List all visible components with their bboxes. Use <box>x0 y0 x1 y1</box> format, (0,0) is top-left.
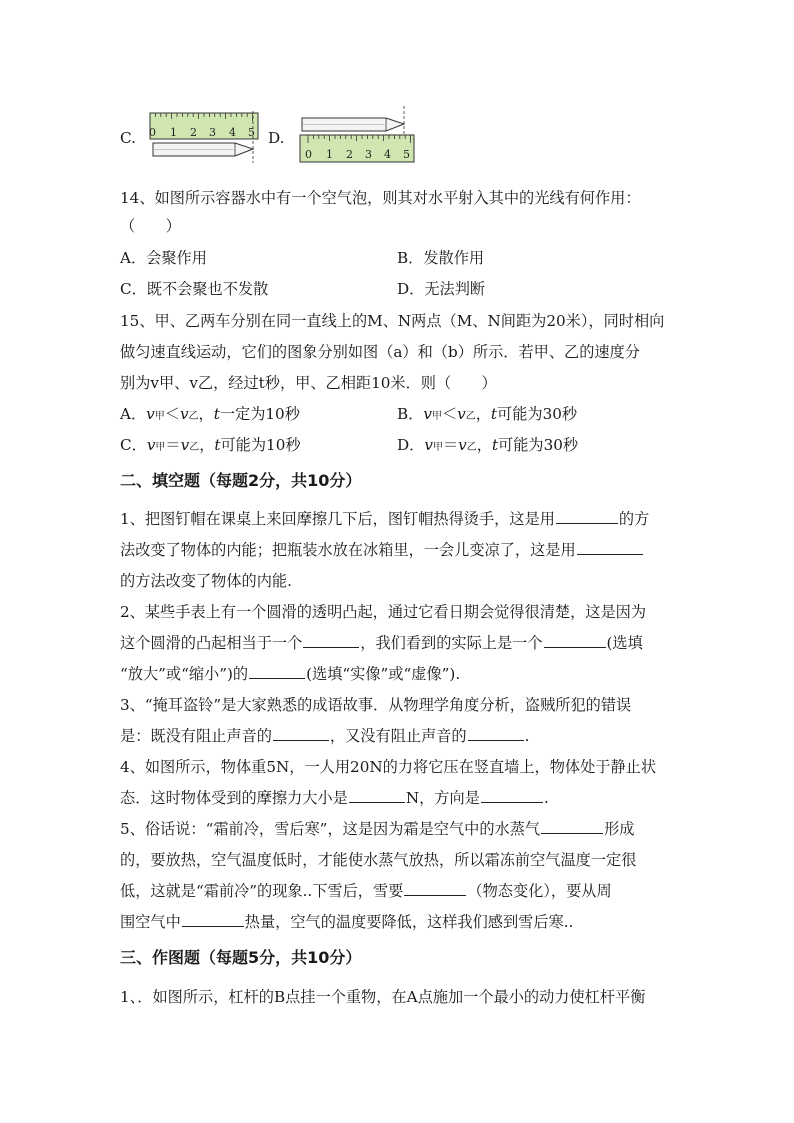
fill-q5-line-3: 低，这就是“霜前冷”的现象..下雪后，雪要 （物态变化），要从周 <box>120 882 612 900</box>
answer-blank <box>481 788 543 803</box>
q15-line-1: 15、甲、乙两车分别在同一直线上的M、N两点（M、N间距为20米），同时相向 <box>120 312 665 330</box>
q15-line-2: 做匀速直线运动，它们的图象分别如图（a）和（b）所示．若甲、乙的速度分 <box>120 343 640 361</box>
answer-blank <box>404 881 466 896</box>
tick-label: 2 <box>190 126 197 139</box>
fill-q5-line-4: 围空气中 热量，空气的温度要降低，这样我们感到雪后寒.. <box>120 913 574 931</box>
tick-label: 2 <box>346 148 353 161</box>
draw-q1-text: 1、．如图所示，杠杆的B点挂一个重物，在A点施加一个最小的动力使杠杆平衡 <box>120 988 646 1006</box>
tick-label: 5 <box>403 148 410 161</box>
fill-q1-line-3: 的方法改变了物体的内能. <box>120 572 292 590</box>
tick-label: 4 <box>384 148 391 161</box>
answer-blank <box>556 509 618 524</box>
ruler-body <box>300 135 414 162</box>
answer-blank <box>273 726 329 741</box>
fill-q1-line-2: 法改变了物体的内能；把瓶装水放在冰箱里，一会儿变凉了，这是用 <box>120 540 644 560</box>
ruler-figure-d <box>296 106 418 164</box>
q14-option-c: C．既不会聚也不发散 <box>120 280 269 298</box>
answer-blank <box>249 664 305 679</box>
q15-option-d: D．v甲＝v乙，t可能为30秒 <box>397 436 579 454</box>
fill-q2-line-1: 2、某些手表上有一个圆滑的透明凸起，通过它看日期会觉得很清楚，这是因为 <box>120 603 647 621</box>
option-d-label: D. <box>268 129 285 147</box>
q14-option-a: A．会聚作用 <box>120 249 207 267</box>
tick-label: 4 <box>229 126 236 139</box>
answer-blank <box>544 633 606 648</box>
answer-blank <box>349 788 405 803</box>
fill-q4-line-2: 态．这时物体受到的摩擦力大小是 N，方向是 . <box>120 789 549 807</box>
answer-blank <box>541 819 603 834</box>
answer-blank <box>468 726 524 741</box>
fill-q2-line-2: 这个圆滑的凸起相当于一个 ，我们看到的实际上是一个 (选填 <box>120 634 643 652</box>
tick-label: 1 <box>326 148 333 161</box>
answer-blank <box>303 633 359 648</box>
q14-option-d: D．无法判断 <box>397 280 486 298</box>
ruler-figure-c <box>145 111 265 163</box>
tick-label: 3 <box>209 126 216 139</box>
q15-option-c: C．v甲＝v乙，t可能为10秒 <box>120 436 301 454</box>
section-3-title: 三、作图题（每题5分，共10分） <box>120 948 362 967</box>
tick-label: 3 <box>365 148 372 161</box>
tick-label: 5 <box>248 126 255 139</box>
q15-option-a: A．v甲＜v乙，t一定为10秒 <box>120 405 300 423</box>
tick-label: 1 <box>170 126 177 139</box>
fill-q3-line-2: 是：既没有阻止声音的 ，又没有阻止声音的 . <box>120 727 530 745</box>
q14-paren: （ ） <box>120 217 181 235</box>
tick-label: 0 <box>149 126 156 139</box>
q14-option-b: B．发散作用 <box>397 249 485 267</box>
fill-q3-line-1: 3、“掩耳盗铃”是大家熟悉的成语故事．从物理学角度分析，盗贼所犯的错误 <box>120 696 632 714</box>
answer-blank <box>182 912 244 927</box>
q15-option-b: B．v甲＜v乙，t可能为30秒 <box>397 405 578 423</box>
fill-q4-line-1: 4、如图所示，物体重5N，一人用20N的力将它压在竖直墙上，物体处于静止状 <box>120 758 657 776</box>
answer-blank <box>577 540 643 555</box>
q15-line-3: 别为v甲、v乙，经过t秒，甲、乙相距10米．则（ ） <box>120 374 497 392</box>
q14-stem: 14、如图所示容器水中有一个空气泡，则其对水平射入其中的光线有何作用： <box>120 189 641 207</box>
fill-q5-line-1: 5、俗话说：“霜前冷，雪后寒”，这是因为霜是空气中的水蒸气 形成 <box>120 820 635 838</box>
fill-q1-line-1: 1、把图钉帽在课桌上来回摩擦几下后，图钉帽热得烫手，这是用 的方 <box>120 510 650 528</box>
option-c-label: C. <box>120 129 136 147</box>
tick-label: 0 <box>305 148 312 161</box>
section-2-title: 二、填空题（每题2分，共10分） <box>120 471 362 490</box>
fill-q2-line-3: “放大”或“缩小”)的 (选填“实像”或“虚像”). <box>120 665 461 683</box>
fill-q5-line-2: 的，要放热，空气温度低时，才能使水蒸气放热，所以霜冻前空气温度一定很 <box>120 851 637 869</box>
